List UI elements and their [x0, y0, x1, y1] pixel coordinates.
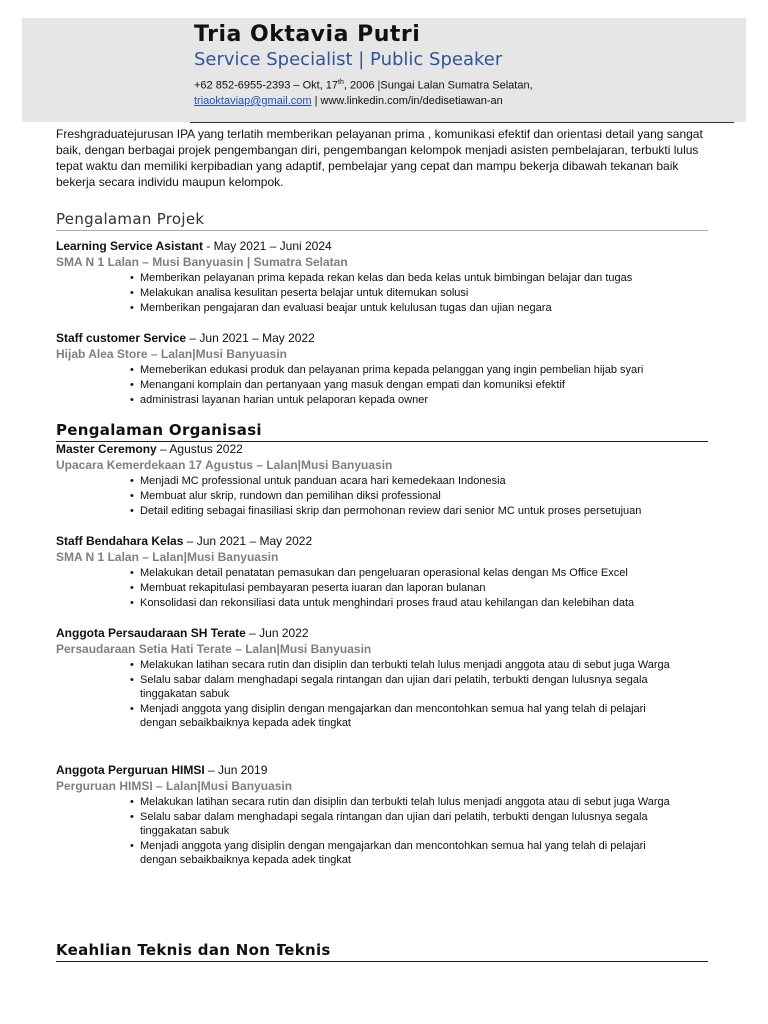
- bullet-list: [56, 658, 670, 730]
- entry-role: Anggota Perguruan HIMSI: [56, 763, 205, 777]
- organization-entry: [56, 533, 716, 611]
- entry-period: – Jun 2021 – May 2022: [183, 534, 313, 548]
- bullet-item: • Selalu sabar dalam menghadapi segala rintangan dan ujian dari pelatih, terbukti dengan lulusnya segala tinggakatan sabuk: [130, 810, 670, 838]
- profile-summary: Freshgraduatejurusan IPA yang terlatih memberikan pelayanan prima , komunikasi efektif dan orientasi detail yang sangat baik, dengan berbagai projek pengembangan diri, pengembangan kelompok menjadi asisten pembelajaran, terbukti lulus tepat waktu dan memiliki kerpibadian yang adaptif, pembelajar yang cepat dan mampu bekerja dibawah tekanan baik bekerja secara individu maupun kelompok.: [56, 127, 703, 189]
- entry-org: SMA N 1 Lalan – Lalan|Musi Banyuasin: [56, 550, 279, 564]
- bullet-item: • Membuat rekapitulasi pembayaran peserta iuaran dan laporan bulanan: [130, 581, 716, 595]
- organization-entry: [56, 762, 716, 868]
- organization-entry: [56, 441, 716, 519]
- email-link[interactable]: triaoktaviap@gmail.com: [194, 95, 312, 107]
- entry-org: Persaudaraan Setia Hati Terate – Lalan|Musi Banyuasin: [56, 642, 372, 656]
- entry-role: Anggota Persaudaraan SH Terate: [56, 626, 246, 640]
- bullet-item: • Menjadi anggota yang disiplin dengan mengajarkan dan mencontohkan semua hal yang telah di pelajari dengan sebaikbaiknya kepada adek tingkat: [130, 839, 670, 867]
- bullet-list: [56, 363, 716, 407]
- section-title-skills: Keahlian Teknis dan Non Teknis: [56, 941, 708, 962]
- header-divider: [190, 122, 734, 123]
- organization-entry: [56, 625, 716, 731]
- entry-heading: [56, 762, 716, 778]
- bullet-item: • Memberikan pengajaran dan evaluasi beajar untuk kelulusan tugas dan ujian negara: [130, 301, 716, 315]
- project-entry: [56, 330, 716, 408]
- entry-period: – Jun 2022: [245, 626, 309, 640]
- bullet-list: [56, 271, 716, 315]
- bullet-item: • Melakukan analisa kesulitan peserta belajar untuk ditemukan solusi: [130, 286, 716, 300]
- entry-role: Staff Bendahara Kelas: [56, 534, 184, 548]
- bullet-item: • Membuat alur skrip, rundown dan pemilihan diksi professional: [130, 489, 716, 503]
- entry-heading: [56, 533, 716, 549]
- bullet-item: • Memberikan pelayanan prima kepada rekan kelas dan beda kelas untuk bimbingan belajar dan tugas: [130, 271, 716, 285]
- entry-role: Learning Service Asistant: [56, 239, 203, 253]
- bullet-item: • Melakukan latihan secara rutin dan disiplin dan terbukti telah lulus menjadi anggota atau di sebut juga Warga: [130, 658, 670, 672]
- entry-org: Upacara Kemerdekaan 17 Agustus – Lalan|Musi Banyuasin: [56, 458, 393, 472]
- location-text: , 2006 |Sungai Lalan Sumatra Selatan,: [343, 79, 533, 92]
- bullet-item: • Memeberikan edukasi produk dan pelayanan prima kepada pelanggan yang ingin pembelian hijab syari: [130, 363, 716, 377]
- entry-role: Master Ceremony: [56, 442, 157, 456]
- entry-org: SMA N 1 Lalan – Musi Banyuasin | Sumatra Selatan: [56, 255, 348, 269]
- entry-heading: [56, 441, 716, 457]
- bullet-item: • Melakukan detail penatatan pemasukan dan pengeluaran operasional kelas dengan Ms Office Excel: [130, 566, 716, 580]
- bullet-list: [56, 566, 716, 610]
- bullet-item: • Detail editing sebagai finasiliasi skrip dan permohonan review dari senior MC untuk proses persetujuan: [130, 504, 716, 518]
- linkedin-text: | www.linkedin.com/in/dedisetiawan-an: [311, 95, 503, 107]
- entry-period: – Agustus 2022: [156, 442, 243, 456]
- links-line: [194, 95, 503, 107]
- dob-superscript: th: [338, 79, 344, 86]
- bullet-item: • Melakukan latihan secara rutin dan disiplin dan terbukti telah lulus menjadi anggota atau di sebut juga Warga: [130, 795, 670, 809]
- candidate-role: Service Specialist | Public Speaker: [194, 49, 503, 70]
- section-title-projects: Pengalaman Projek: [56, 210, 708, 231]
- candidate-name: Tria Oktavia Putri: [194, 22, 421, 47]
- bullet-item: • Selalu sabar dalam menghadapi segala rintangan dan ujian dari pelatih, terbukti dengan lulusnya segala tinggakatan sabuk: [130, 673, 670, 701]
- entry-heading: [56, 238, 716, 254]
- bullet-list: [56, 795, 670, 867]
- entry-org: Perguruan HIMSI – Lalan|Musi Banyuasin: [56, 779, 293, 793]
- entry-period: – Jun 2021 – May 2022: [186, 331, 315, 345]
- bullet-item: • administrasi layanan harian untuk pelaporan kepada owner: [130, 393, 716, 407]
- contact-line: [194, 79, 533, 92]
- entry-heading: [56, 330, 716, 346]
- bullet-item: • Konsolidasi dan rekonsiliasi data untuk menghindari proses fraud atau kehilangan dan kelebihan data: [130, 596, 716, 610]
- phone-dob-text: +62 852-6955-2393 – Okt, 17: [194, 79, 339, 92]
- entry-period: - May 2021 – Juni 2024: [202, 239, 332, 253]
- bullet-item: • Menangani komplain dan pertanyaan yang masuk dengan empati dan komuniksi efektif: [130, 378, 716, 392]
- bullet-item: • Menjadi anggota yang disiplin dengan mengajarkan dan mencontohkan semua hal yang telah di pelajari dengan sebaikbaiknya kepada adek tingkat: [130, 702, 670, 730]
- bullet-list: [56, 474, 716, 518]
- project-entry: [56, 238, 716, 316]
- section-title-organizations: Pengalaman Organisasi: [56, 421, 708, 442]
- entry-heading: [56, 625, 716, 641]
- entry-org: Hijab Alea Store – Lalan|Musi Banyuasin: [56, 347, 287, 361]
- entry-period: – Jun 2019: [204, 763, 268, 777]
- bullet-item: • Menjadi MC professional untuk panduan acara hari kemedekaan Indonesia: [130, 474, 716, 488]
- entry-role: Staff customer Service: [56, 331, 187, 345]
